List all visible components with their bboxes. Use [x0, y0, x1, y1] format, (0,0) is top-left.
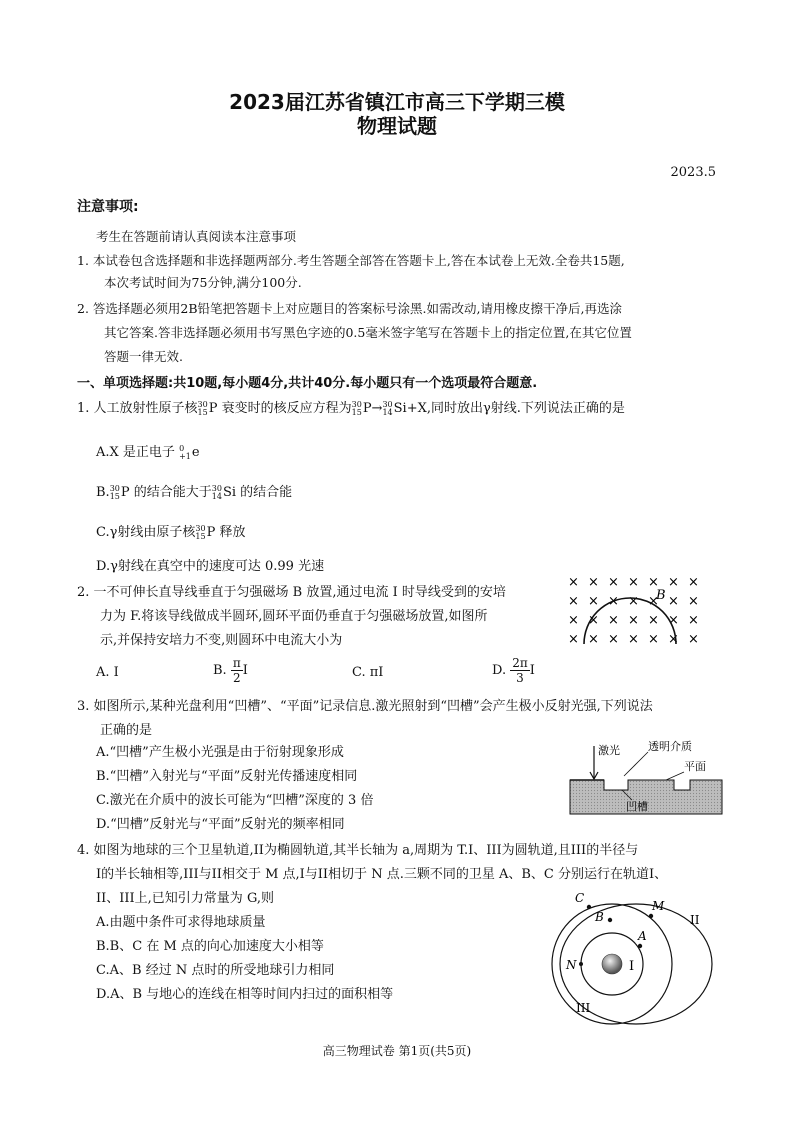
field-cross: ×	[648, 594, 659, 609]
label-orbit-ii: II	[690, 913, 700, 927]
label-c: C	[575, 891, 585, 905]
field-cross: ×	[588, 613, 599, 628]
q1-stem-part: Si+X,同时放出γ射线.下列说法正确的是	[393, 401, 625, 416]
field-cross: ×	[668, 575, 679, 590]
field-cross: ×	[688, 632, 699, 647]
field-cross: ×	[628, 594, 639, 609]
label-a: A	[638, 929, 647, 943]
notice-line: 1. 本试卷包含选择题和非选择题两部分.考生答题全部答在答题卡上,答在本试卷上无效.全卷共15题,	[77, 253, 625, 268]
atomic-number: 14	[382, 407, 393, 417]
numerator: 2π	[512, 656, 528, 670]
denominator: 2	[232, 671, 241, 685]
field-cross: ×	[568, 613, 579, 628]
q3-figure	[566, 738, 726, 816]
leader-line	[666, 772, 684, 780]
q2-stem-line: 力为 F.将该导线做成半圆环,圆环平面仍垂直于匀强磁场放置,如图所	[100, 609, 488, 624]
q4-option-d: D.A、B 与地心的连线在相等时间内扫过的面积相等	[96, 987, 394, 1002]
q2-option-c: C. πI	[352, 665, 384, 680]
option-text: e	[191, 445, 200, 460]
notice-line: 考生在答题前请认真阅读本注意事项	[96, 229, 297, 244]
fraction	[231, 656, 243, 685]
q2-stem-line: 示,并保持安培力不变,则圆环中电流大小为	[100, 633, 343, 648]
atomic-number: 14	[211, 491, 222, 501]
field-cross: ×	[588, 632, 599, 647]
q4-option-c: C.A、B 经过 N 点时的所受地球引力相同	[96, 963, 335, 978]
field-cross: ×	[668, 632, 679, 647]
q3-option-d: D.“凹槽”反射光与“平面”反射光的频率相同	[96, 817, 345, 832]
option-text: P 释放	[206, 525, 246, 540]
atomic-number: 15	[109, 491, 120, 501]
field-cross: ×	[688, 575, 699, 590]
field-cross: ×	[608, 594, 619, 609]
field-cross: ×	[648, 575, 659, 590]
notice-line: 其它答案.答非选择题必须用书写黑色字迹的0.5毫米签字笔写在答题卡上的指定位置,在其它位置	[104, 325, 632, 340]
page-footer: 高三物理试卷 第1页(共5页)	[322, 1044, 472, 1058]
q2-option-b	[213, 656, 248, 685]
numerator: π	[232, 656, 241, 670]
q1-option-d: D.γ射线在真空中的速度可达 0.99 光速	[96, 559, 325, 574]
atomic-number: +1	[179, 451, 191, 461]
q1-option-b	[96, 484, 292, 502]
q3-option-c: C.激光在介质中的波长可能为“凹槽”深度的 3 倍	[96, 793, 374, 808]
label-plane: 平面	[684, 760, 706, 773]
q4-stem-line: 4. 如图为地球的三个卫星轨道,II为椭圆轨道,其半长轴为 a,周期为 T.I、III为圆轨道,且III的半径与	[77, 843, 639, 858]
q4-option-b: B.B、C 在 M 点的向心加速度大小相等	[96, 939, 324, 954]
q3-option-a: A.“凹槽”产生极小光强是由于衍射现象形成	[96, 745, 344, 760]
label-medium: 透明介质	[648, 740, 692, 753]
option-text: B.	[96, 485, 110, 500]
field-label-b: B	[656, 588, 666, 603]
section-heading: 一、单项选择题:共10题,每小题4分,共计40分.每小题只有一个选项最符合题意.	[77, 376, 538, 391]
q4-stem-line: II、III上,已知引力常量为 G,则	[96, 891, 274, 906]
q1-stem-part: P 衰变时的核反应方程为	[208, 401, 352, 416]
magnetic-field-diagram	[562, 574, 702, 648]
option-text: B.	[213, 663, 227, 678]
field-cross: ×	[608, 575, 619, 590]
earth	[602, 954, 622, 974]
field-cross: ×	[668, 594, 679, 609]
field-cross: ×	[628, 613, 639, 628]
point-m	[649, 914, 653, 918]
notice-line: 本次考试时间为75分钟,满分100分.	[104, 275, 302, 290]
field-cross: ×	[588, 575, 599, 590]
mass-number: 0	[179, 443, 185, 453]
mass-number: 30	[109, 483, 120, 493]
label-m: M	[652, 899, 665, 913]
label-groove: 凹槽	[626, 800, 648, 813]
atomic-number: 15	[195, 531, 206, 541]
option-text: A.X 是正电子	[96, 445, 175, 460]
denominator: 3	[516, 671, 524, 685]
field-cross: ×	[628, 575, 639, 590]
option-text: I	[529, 663, 535, 678]
field-cross: ×	[628, 632, 639, 647]
q3-stem-line: 3. 如图所示,某种光盘利用“凹槽”、“平面”记录信息.激光照射到“凹槽”会产生极小反射光强,下列说法	[77, 699, 653, 714]
field-cross: ×	[608, 613, 619, 628]
q1-option-a	[96, 444, 200, 462]
q1-option-c	[96, 524, 245, 542]
mass-number: 30	[382, 399, 393, 409]
q3-option-b: B.“凹槽”入射光与“平面”反射光传播速度相同	[96, 769, 358, 784]
field-cross: ×	[568, 632, 579, 647]
field-cross: ×	[568, 575, 579, 590]
field-cross: ×	[648, 613, 659, 628]
option-text: Si 的结合能	[222, 485, 293, 500]
mass-number: 30	[197, 399, 208, 409]
field-cross: ×	[688, 594, 699, 609]
atomic-number: 15	[197, 407, 208, 417]
mass-number: 30	[195, 523, 206, 533]
exam-title: 2023届江苏省镇江市高三下学期三模	[229, 90, 565, 114]
satellite-c	[587, 905, 591, 909]
satellite-a	[638, 944, 642, 948]
label-laser: 激光	[598, 744, 620, 757]
notice-heading: 注意事项:	[77, 199, 139, 215]
q2-option-a: A. I	[96, 665, 119, 680]
label-n: N	[566, 958, 577, 972]
point-n	[579, 962, 583, 966]
q4-figure	[540, 880, 720, 1026]
option-text: C.γ射线由原子核	[96, 525, 196, 540]
exam-date: 2023.5	[670, 165, 716, 180]
field-cross: ×	[568, 594, 579, 609]
option-text: P 的结合能大于	[120, 485, 212, 500]
mass-number: 30	[351, 399, 362, 409]
notice-line: 答题一律无效.	[104, 349, 183, 364]
field-cross: ×	[588, 594, 599, 609]
field-crosses	[568, 575, 699, 647]
q1-stem-part: 1. 人工放射性原子核	[77, 401, 198, 416]
leader-line	[624, 752, 648, 776]
field-cross: ×	[608, 632, 619, 647]
q3-stem-line: 正确的是	[100, 723, 153, 738]
fraction	[510, 656, 530, 685]
q2-figure	[562, 574, 702, 648]
label-orbit-i: I	[629, 959, 635, 974]
option-text: I	[242, 663, 248, 678]
q4-stem-line: I的半长轴相等,III与II相交于 M 点,I与II相切于 N 点.三颗不同的卫星 A、B、C 分别运行在轨道I、	[96, 867, 668, 882]
label-b: B	[595, 910, 604, 924]
label-orbit-iii: III	[576, 1001, 591, 1015]
q2-stem-line: 2. 一不可伸长直导线垂直于匀强磁场 B 放置,通过电流 I 时导线受到的安培	[77, 585, 506, 600]
notice-line: 2. 答选择题必须用2B铅笔把答题卡上对应题目的答案标号涂黑.如需改动,请用橡皮擦干净后,再选涂	[77, 301, 622, 316]
optical-disc-diagram	[566, 738, 726, 816]
q4-option-a: A.由题中条件可求得地球质量	[96, 915, 266, 930]
field-cross: ×	[688, 613, 699, 628]
field-cross: ×	[668, 613, 679, 628]
satellite-b	[608, 918, 612, 922]
q1-stem	[77, 400, 625, 418]
exam-subtitle: 物理试题	[357, 114, 437, 138]
q2-option-d	[492, 656, 535, 685]
field-cross: ×	[648, 632, 659, 647]
option-text: D.	[492, 663, 507, 678]
mass-number: 30	[211, 483, 222, 493]
q1-stem-part: P→	[362, 401, 383, 416]
atomic-number: 15	[351, 407, 362, 417]
orbit-diagram	[540, 880, 720, 1026]
